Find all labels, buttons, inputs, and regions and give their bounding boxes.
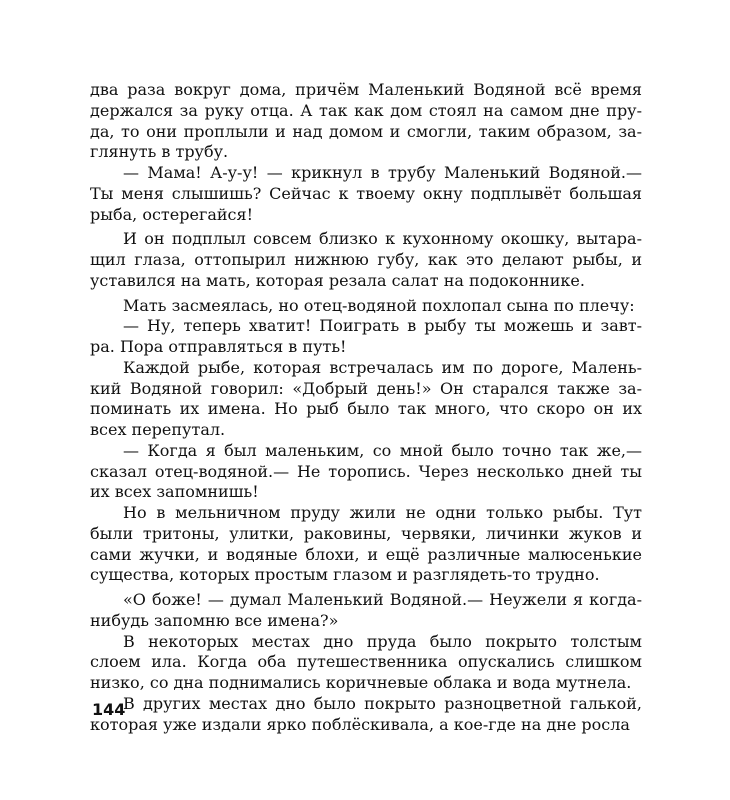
text-line: Но в мельничном пруду жили не одни только рыбы. Тут	[123, 503, 642, 522]
text-line: рыба, остерегайся!	[90, 204, 254, 224]
text-line: И он подплыл совсем близко к кухонному окошку, вытара-	[123, 229, 642, 249]
paragraph	[90, 316, 642, 358]
book-page-body	[90, 80, 642, 735]
paragraph	[90, 163, 642, 225]
text-line: которая уже издали ярко поблёскивала, а кое-где на дне росла	[90, 714, 630, 734]
text-line: да, то они проплыли и над домом и смогли, таким образом, за-	[90, 121, 642, 141]
text-line: В некоторых местах дно пруда было покрыто толстым	[123, 631, 642, 651]
paragraph	[90, 590, 642, 632]
text-line: были тритоны, улитки, раковины, червяки, личинки жуков и	[90, 523, 642, 543]
text-line: — Ну, теперь хватит! Поиграть в рыбу ты можешь и завт-	[123, 316, 642, 336]
text-line: сказал отец-водяной.— Не торопись. Через несколько дней ты	[90, 461, 642, 481]
text-line: поминать их имена. Но рыб было так много, что скоро он их	[90, 399, 642, 419]
paragraph	[90, 632, 642, 694]
text-line: ра. Пора отправляться в путь!	[90, 337, 347, 356]
text-line: нибудь запомню все имена?»	[90, 610, 339, 630]
paragraph	[90, 441, 642, 503]
text-line: В других местах дно было покрыто разноцветной галькой,	[123, 693, 642, 713]
text-line: Ты меня слышишь? Сейчас к твоему окну подплывёт большая	[90, 183, 642, 203]
text-line: слоем ила. Когда оба путешественника опускались слишком	[90, 652, 642, 672]
text-line: сами жучки, и водяные блохи, и ещё различные малюсенькие	[90, 544, 642, 564]
paragraph	[90, 296, 642, 317]
paragraph	[90, 503, 642, 586]
paragraph	[90, 80, 642, 163]
text-line: всех перепутал.	[90, 420, 226, 439]
text-line: низко, со дна поднимались коричневые облака и вода мутнела.	[90, 673, 632, 692]
paragraph	[90, 694, 642, 736]
text-line: Каждой рыбе, которая встречалась им по дороге, Малень-	[123, 357, 642, 377]
text-line: Мать засмеялась, но отец-водяной похлопал сына по плечу:	[123, 295, 635, 315]
text-line: кий Водяной говорил: «Добрый день!» Он старался также за-	[90, 378, 642, 398]
text-line: держался за руку отца. А так как дом стоял на самом дне пру-	[90, 100, 642, 120]
text-line: существа, которых простым глазом и разглядеть-то трудно.	[90, 565, 600, 585]
text-line: глянуть в трубу.	[90, 142, 229, 162]
text-line: их всех запомнишь!	[90, 482, 259, 502]
paragraph	[90, 229, 642, 291]
paragraph	[90, 358, 642, 441]
text-line: — Когда я был маленьким, со мной было точно так же,—	[123, 440, 642, 460]
page-number: 144	[92, 700, 126, 719]
text-line: щил глаза, оттопырил нижнюю губу, как это делают рыбы, и	[90, 250, 642, 269]
text-line: два раза вокруг дома, причём Маленький Водяной всё время	[90, 80, 642, 99]
text-line: уставился на мать, которая резала салат на подоконнике.	[90, 270, 585, 290]
text-line: — Мама! А-у-у! — крикнул в трубу Маленький Водяной.—	[123, 163, 642, 182]
text-line: «О боже! — думал Маленький Водяной.— Неужели я когда-	[123, 590, 642, 609]
